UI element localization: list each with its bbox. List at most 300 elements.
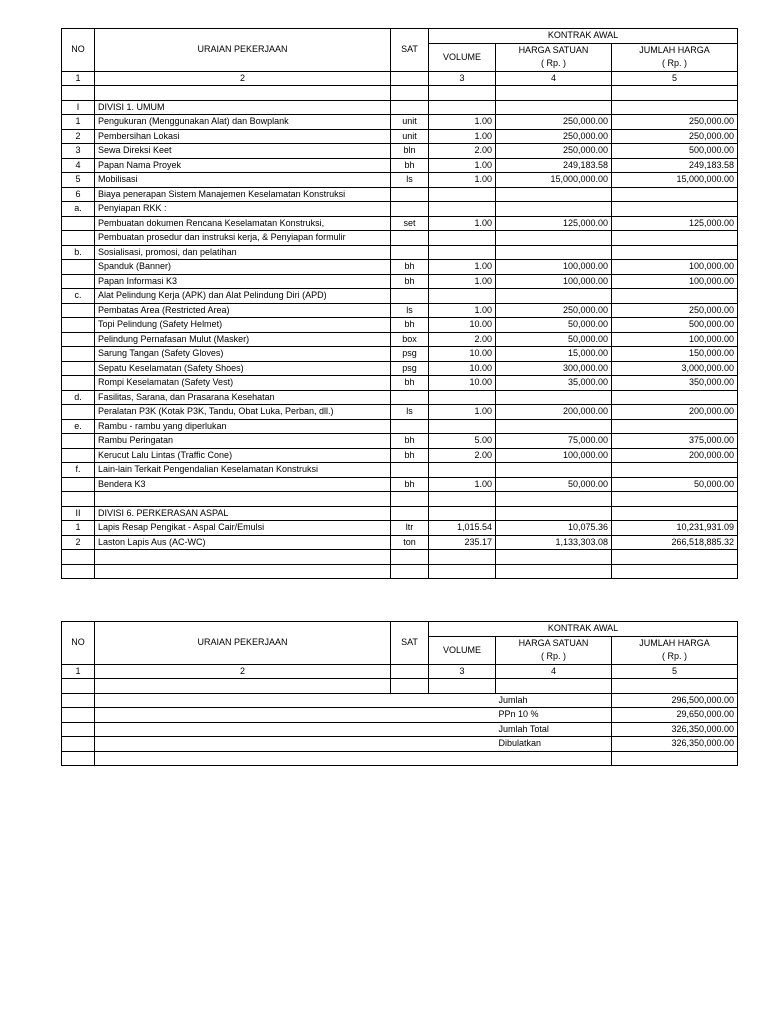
row-unit-price: 15,000.00	[496, 347, 612, 362]
table-row	[62, 231, 738, 246]
row-unit-price: 125,000.00	[496, 216, 612, 231]
row-unit-price: 75,000.00	[496, 434, 612, 449]
row-unit-price: 250,000.00	[496, 129, 612, 144]
boq-table-main	[61, 28, 738, 579]
col-index-jumlah: 5	[612, 71, 738, 86]
table-row	[62, 361, 738, 376]
row-unit-price	[496, 463, 612, 478]
row-description: Sewa Direksi Keet	[95, 144, 391, 159]
row-unit	[391, 187, 429, 202]
header-sat: SAT	[391, 29, 429, 72]
row-unit	[391, 231, 429, 246]
row-no: c.	[62, 289, 95, 304]
col-index-harga: 4	[496, 71, 612, 86]
summary-blank-desc	[95, 737, 496, 752]
col-index-sat	[391, 71, 429, 86]
row-unit-price: 100,000.00	[496, 260, 612, 275]
row-description	[95, 564, 391, 579]
row-volume: 2.00	[429, 448, 496, 463]
summary-label: PPn 10 %	[496, 708, 612, 723]
row-unit: psg	[391, 347, 429, 362]
row-no: b.	[62, 245, 95, 260]
row-total-price	[612, 231, 738, 246]
row-unit	[391, 492, 429, 507]
row-description: Mobilisasi	[95, 173, 391, 188]
row-total-price: 15,000,000.00	[612, 173, 738, 188]
row-description: Pembuatan prosedur dan instruksi kerja, & Penyiapan formulir	[95, 231, 391, 246]
summary-blank-no	[62, 708, 95, 723]
row-description: Papan Informasi K3	[95, 274, 391, 289]
summary-blank-desc	[95, 693, 496, 708]
row-description: Biaya penerapan Sistem Manajemen Keselamatan Konstruksi	[95, 187, 391, 202]
row-total-price: 250,000.00	[612, 115, 738, 130]
row-description: Pengukuran (Menggunakan Alat) dan Bowplank	[95, 115, 391, 130]
row-unit-price	[496, 492, 612, 507]
table-row	[62, 216, 738, 231]
row-total-price: 500,000.00	[612, 144, 738, 159]
row-unit	[391, 245, 429, 260]
row-unit: bh	[391, 274, 429, 289]
table-row	[62, 202, 738, 217]
row-total-price	[612, 506, 738, 521]
row-unit: bh	[391, 318, 429, 333]
table-row	[62, 303, 738, 318]
row-no	[62, 564, 95, 579]
col-index-volume: 3	[429, 71, 496, 86]
header-jumlah-harga: JUMLAH HARGA	[612, 636, 738, 650]
header-jumlah-rp: ( Rp. )	[612, 650, 738, 664]
header-kontrak-awal: KONTRAK AWAL	[429, 622, 738, 637]
row-description: Laston Lapis Aus (AC-WC)	[95, 535, 391, 550]
row-unit: box	[391, 332, 429, 347]
row-volume	[429, 231, 496, 246]
row-description: DIVISI 6. PERKERASAN ASPAL	[95, 506, 391, 521]
row-unit-price: 250,000.00	[496, 144, 612, 159]
blank-cell	[429, 679, 496, 694]
summary-row	[62, 722, 738, 737]
row-unit-price: 100,000.00	[496, 448, 612, 463]
blank-cell	[95, 679, 391, 694]
col-index-no: 1	[62, 71, 95, 86]
header-harga-rp: ( Rp. )	[496, 57, 612, 71]
row-description: Pembersihan Lokasi	[95, 129, 391, 144]
row-volume	[429, 86, 496, 101]
row-volume	[429, 550, 496, 565]
summary-row	[62, 693, 738, 708]
row-unit-price	[496, 289, 612, 304]
row-volume	[429, 100, 496, 115]
table-row	[62, 550, 738, 565]
row-total-price	[612, 492, 738, 507]
row-unit: unit	[391, 129, 429, 144]
table-row	[62, 173, 738, 188]
table-row	[62, 86, 738, 101]
table-row	[62, 521, 738, 536]
header-harga-satuan: HARGA SATUAN	[496, 636, 612, 650]
row-unit-price: 250,000.00	[496, 115, 612, 130]
row-description	[95, 86, 391, 101]
row-unit	[391, 419, 429, 434]
row-unit: unit	[391, 115, 429, 130]
row-no: 1	[62, 115, 95, 130]
table-row	[62, 274, 738, 289]
row-description: Rambu - rambu yang diperlukan	[95, 419, 391, 434]
header-harga-rp: ( Rp. )	[496, 650, 612, 664]
row-unit-price	[496, 550, 612, 565]
summary-blank-no	[62, 737, 95, 752]
row-volume: 1.00	[429, 216, 496, 231]
row-total-price	[612, 245, 738, 260]
row-volume: 10.00	[429, 361, 496, 376]
row-description: Kerucut Lalu Lintas (Traffic Cone)	[95, 448, 391, 463]
row-volume	[429, 202, 496, 217]
row-description: Peralatan P3K (Kotak P3K, Tandu, Obat Luka, Perban, dll.)	[95, 405, 391, 420]
row-total-price	[612, 187, 738, 202]
col-index-sat	[391, 664, 429, 679]
row-unit	[391, 550, 429, 565]
col-index-uraian: 2	[95, 664, 391, 679]
row-unit: ltr	[391, 521, 429, 536]
row-volume: 10.00	[429, 347, 496, 362]
row-unit-price	[496, 506, 612, 521]
row-total-price: 100,000.00	[612, 274, 738, 289]
row-description: Bendera K3	[95, 477, 391, 492]
summary-label: Jumlah	[496, 693, 612, 708]
header-sat: SAT	[391, 622, 429, 665]
row-no	[62, 303, 95, 318]
row-unit-price: 300,000.00	[496, 361, 612, 376]
row-unit-price: 10,075.36	[496, 521, 612, 536]
summary-label: Dibulatkan	[496, 737, 612, 752]
table-row	[62, 419, 738, 434]
header-harga-satuan: HARGA SATUAN	[496, 43, 612, 57]
row-volume	[429, 492, 496, 507]
row-volume: 1.00	[429, 173, 496, 188]
row-volume: 2.00	[429, 144, 496, 159]
row-unit-price	[496, 187, 612, 202]
col-index-harga: 4	[496, 664, 612, 679]
row-total-price	[612, 419, 738, 434]
row-unit: ls	[391, 303, 429, 318]
table-row	[62, 347, 738, 362]
table-row	[62, 434, 738, 449]
row-no: a.	[62, 202, 95, 217]
table-row	[62, 448, 738, 463]
row-unit-price	[496, 419, 612, 434]
row-no: II	[62, 506, 95, 521]
row-no	[62, 477, 95, 492]
row-volume: 1,015.54	[429, 521, 496, 536]
row-total-price: 50,000.00	[612, 477, 738, 492]
summary-blank-desc	[95, 722, 496, 737]
row-no	[62, 86, 95, 101]
row-volume: 10.00	[429, 376, 496, 391]
row-no: 6	[62, 187, 95, 202]
row-description: Rambu Peringatan	[95, 434, 391, 449]
row-unit	[391, 564, 429, 579]
row-unit-price	[496, 100, 612, 115]
row-unit-price	[496, 390, 612, 405]
row-unit-price: 50,000.00	[496, 332, 612, 347]
row-no	[62, 318, 95, 333]
row-unit: bh	[391, 158, 429, 173]
row-description: Penyiapan RKK :	[95, 202, 391, 217]
row-no: d.	[62, 390, 95, 405]
row-description	[95, 492, 391, 507]
row-unit-price: 50,000.00	[496, 318, 612, 333]
summary-value: 326,350,000.00	[612, 737, 738, 752]
row-unit: bh	[391, 434, 429, 449]
table-row	[62, 405, 738, 420]
summary-row	[62, 737, 738, 752]
row-unit-price	[496, 86, 612, 101]
row-no	[62, 347, 95, 362]
row-total-price: 100,000.00	[612, 260, 738, 275]
row-no: 3	[62, 144, 95, 159]
table-row	[62, 129, 738, 144]
table-row	[62, 289, 738, 304]
row-volume: 1.00	[429, 303, 496, 318]
row-no	[62, 274, 95, 289]
row-unit	[391, 202, 429, 217]
row-unit: ls	[391, 405, 429, 420]
row-volume: 1.00	[429, 405, 496, 420]
row-total-price: 250,000.00	[612, 303, 738, 318]
row-no: e.	[62, 419, 95, 434]
row-unit: bh	[391, 376, 429, 391]
row-unit	[391, 86, 429, 101]
row-description: Pelindung Pernafasan Mulut (Masker)	[95, 332, 391, 347]
row-no: I	[62, 100, 95, 115]
table-row	[62, 390, 738, 405]
row-no	[62, 405, 95, 420]
row-volume	[429, 187, 496, 202]
row-description: Sepatu Keselamatan (Safety Shoes)	[95, 361, 391, 376]
row-total-price: 500,000.00	[612, 318, 738, 333]
table-row	[62, 535, 738, 550]
row-description: Rompi Keselamatan (Safety Vest)	[95, 376, 391, 391]
row-description: Papan Nama Proyek	[95, 158, 391, 173]
row-no	[62, 448, 95, 463]
row-unit-price	[496, 202, 612, 217]
row-no	[62, 434, 95, 449]
col-index-jumlah: 5	[612, 664, 738, 679]
row-volume: 235.17	[429, 535, 496, 550]
header-kontrak-awal: KONTRAK AWAL	[429, 29, 738, 44]
row-unit: ls	[391, 173, 429, 188]
blank-cell	[391, 679, 429, 694]
table-row	[62, 463, 738, 478]
row-unit-price: 35,000.00	[496, 376, 612, 391]
row-total-price: 200,000.00	[612, 405, 738, 420]
table-row	[62, 751, 738, 766]
row-unit: psg	[391, 361, 429, 376]
table-row	[62, 332, 738, 347]
table-row	[62, 376, 738, 391]
row-description: Lain-lain Terkait Pengendalian Keselamatan Konstruksi	[95, 463, 391, 478]
summary-blank-no	[62, 722, 95, 737]
row-total-price	[612, 100, 738, 115]
row-unit: bh	[391, 477, 429, 492]
blank-cell	[496, 679, 612, 694]
row-unit-price: 15,000,000.00	[496, 173, 612, 188]
row-volume: 1.00	[429, 158, 496, 173]
row-total-price: 150,000.00	[612, 347, 738, 362]
row-total-price	[612, 289, 738, 304]
blank-cell	[612, 679, 738, 694]
row-description	[95, 550, 391, 565]
row-volume: 1.00	[429, 129, 496, 144]
row-volume	[429, 463, 496, 478]
col-index-volume: 3	[429, 664, 496, 679]
row-description: Spanduk (Banner)	[95, 260, 391, 275]
row-unit: ton	[391, 535, 429, 550]
row-volume: 2.00	[429, 332, 496, 347]
blank-cell	[62, 751, 95, 766]
col-index-uraian: 2	[95, 71, 391, 86]
row-no	[62, 550, 95, 565]
row-unit	[391, 390, 429, 405]
summary-blank-desc	[95, 708, 496, 723]
row-total-price	[612, 463, 738, 478]
row-total-price: 10,231,931.09	[612, 521, 738, 536]
row-total-price: 250,000.00	[612, 129, 738, 144]
row-unit-price: 50,000.00	[496, 477, 612, 492]
table-row	[62, 245, 738, 260]
table-row	[62, 100, 738, 115]
row-no	[62, 216, 95, 231]
row-total-price	[612, 202, 738, 217]
row-description: Topi Pelindung (Safety Helmet)	[95, 318, 391, 333]
row-unit-price: 1,133,303.08	[496, 535, 612, 550]
table-row	[62, 115, 738, 130]
row-no	[62, 332, 95, 347]
row-volume: 1.00	[429, 274, 496, 289]
header-jumlah-harga: JUMLAH HARGA	[612, 43, 738, 57]
row-no	[62, 231, 95, 246]
row-unit-price	[496, 245, 612, 260]
row-unit-price: 200,000.00	[496, 405, 612, 420]
row-no: 1	[62, 521, 95, 536]
row-volume	[429, 245, 496, 260]
header-uraian: URAIAN PEKERJAAN	[95, 29, 391, 72]
header-volume: VOLUME	[429, 636, 496, 664]
row-total-price: 266,518,885.32	[612, 535, 738, 550]
row-unit	[391, 289, 429, 304]
row-unit-price: 100,000.00	[496, 274, 612, 289]
row-description: Sarung Tangan (Safety Gloves)	[95, 347, 391, 362]
summary-row	[62, 708, 738, 723]
row-description: Pembatas Area (Restricted Area)	[95, 303, 391, 318]
summary-blank-no	[62, 693, 95, 708]
row-total-price: 350,000.00	[612, 376, 738, 391]
row-unit-price	[496, 231, 612, 246]
row-unit	[391, 100, 429, 115]
row-volume: 1.00	[429, 115, 496, 130]
summary-value: 326,350,000.00	[612, 722, 738, 737]
row-no: 5	[62, 173, 95, 188]
col-index-no: 1	[62, 664, 95, 679]
header-no: NO	[62, 622, 95, 665]
row-unit	[391, 506, 429, 521]
row-no	[62, 492, 95, 507]
table-row	[62, 158, 738, 173]
row-total-price	[612, 550, 738, 565]
summary-value: 29,650,000.00	[612, 708, 738, 723]
row-no: 2	[62, 129, 95, 144]
row-volume	[429, 506, 496, 521]
row-unit: bh	[391, 448, 429, 463]
row-volume	[429, 390, 496, 405]
blank-cell	[62, 679, 95, 694]
row-unit-price: 249,183.58	[496, 158, 612, 173]
row-no: 2	[62, 535, 95, 550]
row-total-price: 375,000.00	[612, 434, 738, 449]
row-unit: set	[391, 216, 429, 231]
row-total-price	[612, 564, 738, 579]
table-row	[62, 492, 738, 507]
table-row	[62, 564, 738, 579]
row-unit-price: 250,000.00	[496, 303, 612, 318]
row-description: Lapis Resap Pengikat - Aspal Cair/Emulsi	[95, 521, 391, 536]
row-volume	[429, 289, 496, 304]
row-description: Pembuatan dokumen Rencana Keselamatan Konstruksi,	[95, 216, 391, 231]
summary-value: 296,500,000.00	[612, 693, 738, 708]
table-row	[62, 144, 738, 159]
row-volume: 5.00	[429, 434, 496, 449]
row-total-price	[612, 86, 738, 101]
table-row	[62, 477, 738, 492]
header-uraian: URAIAN PEKERJAAN	[95, 622, 391, 665]
row-volume: 1.00	[429, 477, 496, 492]
row-description: Fasilitas, Sarana, dan Prasarana Kesehatan	[95, 390, 391, 405]
table-row	[62, 318, 738, 333]
blank-cell	[612, 751, 738, 766]
row-total-price: 249,183.58	[612, 158, 738, 173]
blank-cell	[95, 751, 496, 766]
header-jumlah-rp: ( Rp. )	[612, 57, 738, 71]
row-unit-price	[496, 564, 612, 579]
row-unit: bh	[391, 260, 429, 275]
table-row	[62, 187, 738, 202]
row-volume: 1.00	[429, 260, 496, 275]
row-volume: 10.00	[429, 318, 496, 333]
row-no	[62, 376, 95, 391]
header-volume: VOLUME	[429, 43, 496, 71]
header-no: NO	[62, 29, 95, 72]
row-total-price: 200,000.00	[612, 448, 738, 463]
row-no: 4	[62, 158, 95, 173]
summary-label: Jumlah Total	[496, 722, 612, 737]
row-unit: bln	[391, 144, 429, 159]
row-volume	[429, 564, 496, 579]
row-total-price: 100,000.00	[612, 332, 738, 347]
table-row	[62, 260, 738, 275]
row-description: Sosialisasi, promosi, dan pelatihan	[95, 245, 391, 260]
table-row	[62, 506, 738, 521]
row-volume	[429, 419, 496, 434]
row-description: Alat Pelindung Kerja (APK) dan Alat Pelindung Diri (APD)	[95, 289, 391, 304]
row-unit	[391, 463, 429, 478]
row-total-price: 125,000.00	[612, 216, 738, 231]
row-total-price: 3,000,000.00	[612, 361, 738, 376]
row-no: f.	[62, 463, 95, 478]
row-no	[62, 260, 95, 275]
blank-cell	[496, 751, 612, 766]
row-description: DIVISI 1. UMUM	[95, 100, 391, 115]
boq-table-summary	[61, 621, 738, 766]
row-total-price	[612, 390, 738, 405]
